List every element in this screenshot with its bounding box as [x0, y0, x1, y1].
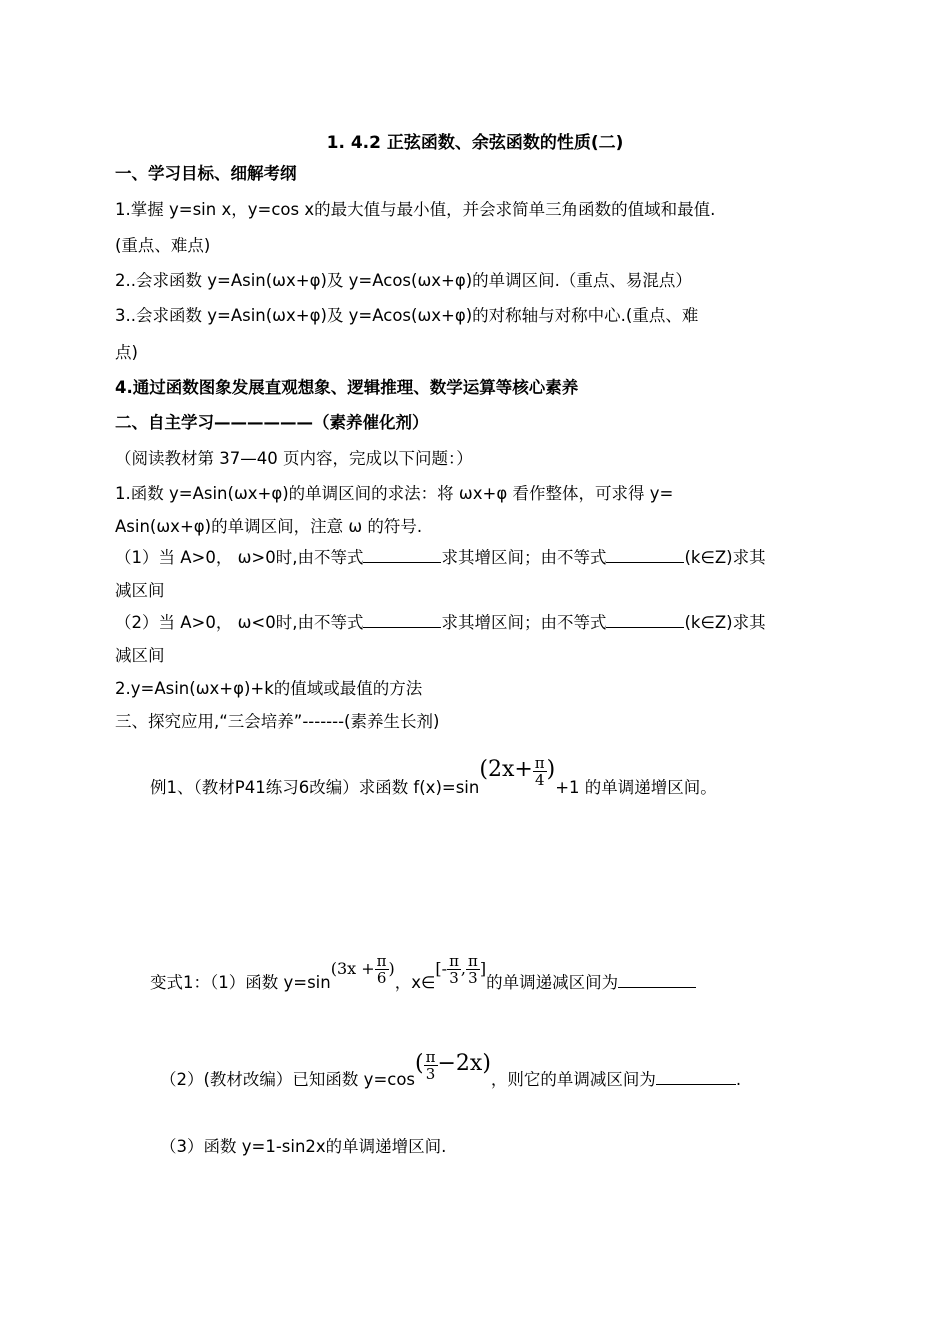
- point-1: 1.函数 y=Asin(ωx+φ)的单调区间的求法：将 ωx+φ 看作整体，可求得 y=: [115, 484, 674, 503]
- variant-2-argument: ( $\frac{\pi}{3}$ −2x): [415, 1048, 491, 1083]
- page-title: 1. 4.2 正弦函数、余弦函数的性质(二): [326, 133, 624, 153]
- case-2-pre: （2）当 A>0， ω<0时,由不等式: [115, 613, 364, 632]
- case-2-end: 减区间: [115, 646, 165, 665]
- example-1-argument: (2x+ $\frac{\pi}{4}$ ): [479, 754, 556, 789]
- variant-1-interval: [- $\frac{\pi}{3}$ , $\frac{\pi}{3}$ ]: [435, 952, 487, 987]
- section-3-heading: 三、探究应用,“三会培养”-------(素养生长剂): [115, 712, 440, 731]
- objective-1: 1.掌握 y=sin x，y=cos x的最大值与最小值，并会求简单三角函数的值域和最值.: [115, 200, 716, 219]
- example-1-pre: 例1、（教材P41练习6改编）求函数 f(x)=sin: [150, 778, 480, 797]
- reading-instruction: （阅读教材第 37—40 页内容，完成以下问题：）: [115, 449, 473, 468]
- variant-1-mid: ，x∈: [394, 973, 436, 992]
- answer-blank[interactable]: [363, 611, 441, 628]
- variant-1-part-2: [160, 1050, 741, 1110]
- case-1-pre: （1）当 A>0， ω>0时,由不等式: [115, 548, 364, 567]
- answer-blank[interactable]: [606, 546, 684, 563]
- answer-blank[interactable]: [606, 611, 684, 628]
- case-1: [115, 546, 766, 570]
- variant-2-end: .: [735, 1070, 742, 1089]
- variant-1-part-3: （3）函数 y=1-sin2x的单调递增区间.: [160, 1137, 447, 1156]
- answer-blank[interactable]: [656, 1068, 736, 1085]
- case-2: [115, 611, 766, 635]
- example-1-post: +1 的单调递增区间。: [555, 778, 717, 797]
- case-1-mid: 求其增区间；由不等式: [441, 548, 607, 567]
- section-1-heading: 一、学习目标、细解考纲: [115, 164, 297, 183]
- variant-1-post: 的单调递减区间为: [486, 973, 619, 992]
- variant-2-pre: （2）(教材改编）已知函数 y=cos: [160, 1070, 416, 1089]
- case-1-post: (k∈Z)求其: [684, 548, 766, 567]
- objective-3: 3..会求函数 y=Asin(ωx+φ)及 y=Acos(ωx+φ)的对称轴与对称中心.(重点、难: [115, 306, 699, 325]
- section-2-heading: 二、自主学习——————（素养催化剂）: [115, 413, 429, 432]
- case-2-post: (k∈Z)求其: [684, 613, 766, 632]
- case-1-end: 减区间: [115, 581, 165, 600]
- variant-1-part-1: [150, 952, 696, 1011]
- objective-4: 4.通过函数图象发展直观想象、逻辑推理、数学运算等核心素养: [115, 378, 579, 397]
- objective-2: 2..会求函数 y=Asin(ωx+φ)及 y=Acos(ωx+φ)的单调区间.（重点、易混点）: [115, 271, 692, 290]
- variant-1-pre: 变式1：（1）函数 y=sin: [150, 973, 331, 992]
- point-1-cont: Asin(ωx+φ)的单调区间，注意 ω 的符号.: [115, 517, 423, 536]
- objective-3-note: 点): [115, 343, 138, 362]
- variant-1-argument: (3x + $\frac{\pi}{6}$ ): [330, 952, 395, 987]
- objective-1-note: (重点、难点): [115, 236, 211, 255]
- answer-blank[interactable]: [618, 971, 696, 988]
- example-1: [150, 754, 717, 818]
- answer-blank[interactable]: [363, 546, 441, 563]
- variant-2-post: ，则它的单调减区间为: [490, 1070, 656, 1089]
- point-2: 2.y=Asin(ωx+φ)+k的值域或最值的方法: [115, 679, 423, 698]
- case-2-mid: 求其增区间；由不等式: [441, 613, 607, 632]
